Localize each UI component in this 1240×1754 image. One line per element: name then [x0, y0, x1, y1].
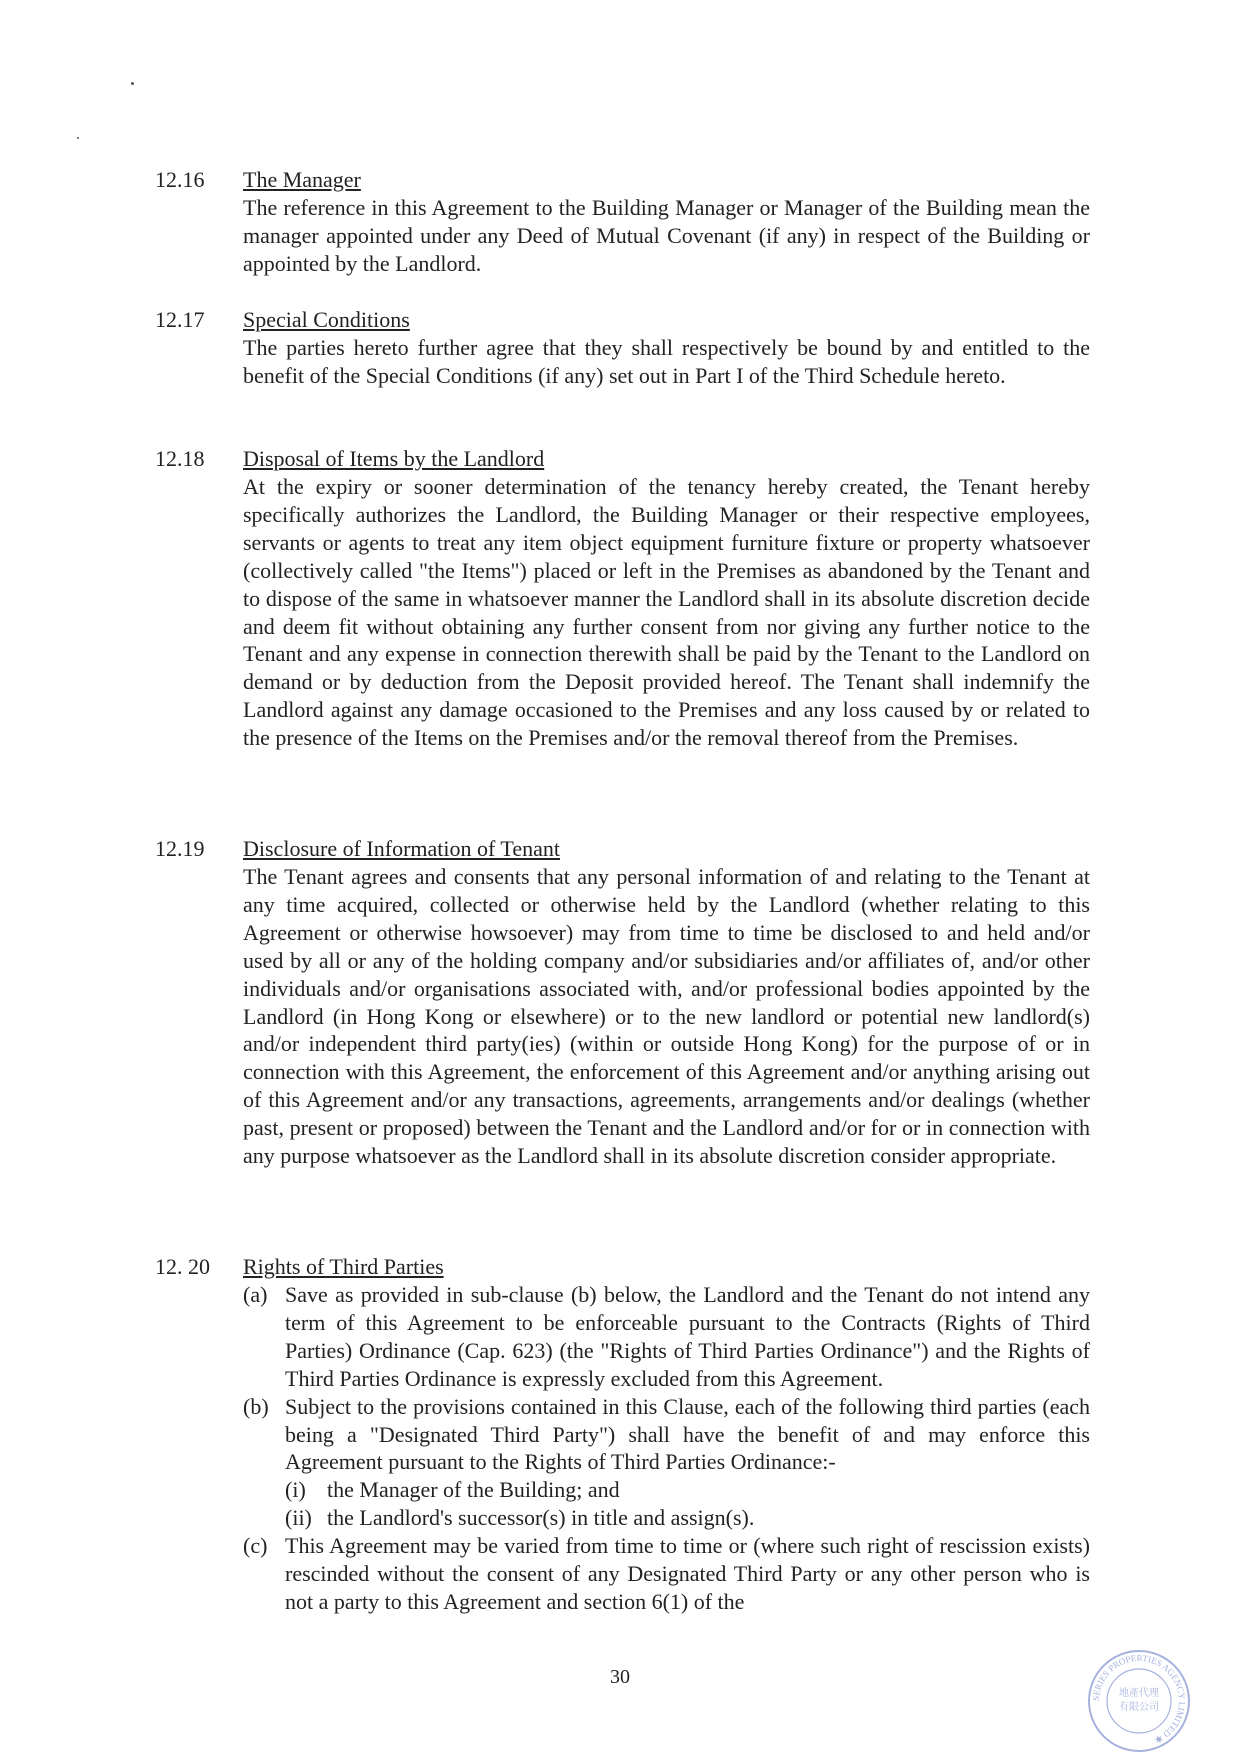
clause-body: The reference in this Agreement to the Building Manager or Manager of the Building mean the manager appointed under any Deed of Mutual Covenant (if any) in respect of the Building or appointed by the Landlord. [243, 195, 1090, 276]
clause-12-17 [155, 306, 1090, 390]
sub-clause-a [243, 1281, 1090, 1393]
page-number: 30 [610, 1666, 630, 1688]
sub-clause-b [243, 1393, 1090, 1533]
sub-item-marker: (i) [285, 1477, 306, 1503]
sub-clause-text: This Agreement may be varied from time to time or (where such right of rescission exists) rescinded without the consent of any Designated Third Party or any other person who is not a party to this Agreement and section 6(1) of the [285, 1533, 1090, 1614]
clause-number: 12. 20 [155, 1254, 210, 1279]
clause-body: At the expiry or sooner determination of the tenancy hereby created, the Tenant hereby specifically authorizes the Landlord, the Building Manager or their respective employees, servants or agents to treat any item object equipment furniture fixture or property whatsoever (collectively called "the Items") placed or left in the Premises as abandoned by the Tenant and to dispose of the same in whatsoever manner the Landlord shall in its absolute discretion decide and deem fit without obtaining any further consent from nor giving any further notice to the Tenant and any expense in connection therewith shall be paid by the Tenant to the Landlord on demand or by deduction from the Deposit provided hereof. The Tenant shall indemnify the Landlord against any damage occasioned to the Premises and any loss caused by or related to the presence of the Items on the Premises and/or the removal thereof from the Premises. [243, 474, 1090, 751]
scan-speck [77, 137, 79, 139]
company-seal-stamp [1086, 1648, 1192, 1754]
sub-clause-marker: (c) [243, 1533, 268, 1559]
sub-clause-text: Subject to the provisions contained in this Clause, each of the following third parties (each being a "Designated Third Party") shall have the benefit of and may enforce this Agreement pursuant to the Rights of Third Parties Ordinance:- [285, 1393, 1090, 1475]
clause-body: The Tenant agrees and consents that any personal information of and relating to the Tenant at any time acquired, collected or otherwise held by the Landlord (whether relating to this Agreement or otherwise howsoever) may from time to time be disclosed to and held and/or used by all or any of the holding company and/or subsidiaries and/or affiliates of, and/or other individuals and/or organisations associated with, and/or professional bodies appointed by the Landlord (in Hong Kong or elsewhere) or to the new landlord or potential new landlord(s) and/or independent third party(ies) (within or outside Hong Kong) for the purpose of or in connection with this Agreement, the enforcement of this Agreement and/or anything arising out of this Agreement and/or any transactions, agreements, arrangements and/or dealings (whether past, present or proposed) between the Tenant and the Landlord and/or for or in connection with any purpose whatsoever as the Landlord shall in its absolute discretion consider appropriate. [243, 864, 1090, 1169]
sub-clause-marker: (b) [243, 1393, 269, 1419]
clause-12-20 [155, 1253, 1090, 1616]
clause-number: 12.19 [155, 836, 205, 861]
sub-item-ii [285, 1504, 1090, 1532]
svg-text:地產代理: 地產代理 [1119, 1688, 1159, 1699]
clause-body: The parties hereto further agree that they shall respectively be bound by and entitled to the benefit of the Special Conditions (if any) set out in Part I of the Third Schedule hereto. [243, 335, 1090, 388]
clause-heading: Disclosure of Information of Tenant [243, 836, 560, 861]
scan-speck [131, 82, 134, 85]
clause-number: 12.17 [155, 307, 205, 332]
sub-item-text: the Landlord's successor(s) in title and assign(s). [327, 1505, 755, 1531]
sub-clause-marker: (a) [243, 1282, 268, 1307]
sub-clause-text: Save as provided in sub-clause (b) below, the Landlord and the Tenant do not intend any term of this Agreement to be enforceable pursuant to the Contracts (Rights of Third Parties) Ordinance (Cap. 623) (the "Rights of Third Parties Ordinance") and the Rights of Third Parties Ordinance is expressly excluded from this Agreement. [285, 1282, 1090, 1391]
svg-text:SERIES PROPERTIES AGENCY LIMIT: SERIES PROPERTIES AGENCY LIMITED ✱ [1090, 1652, 1188, 1746]
clause-number: 12.16 [155, 167, 205, 192]
clause-12-16 [155, 166, 1090, 278]
clause-12-19 [155, 835, 1090, 1170]
sub-clause-c [243, 1532, 1090, 1616]
clause-heading: Special Conditions [243, 307, 410, 332]
clause-heading: The Manager [243, 167, 361, 192]
sub-item-i [285, 1476, 1090, 1504]
sub-item-marker: (ii) [285, 1505, 312, 1531]
clause-heading: Disposal of Items by the Landlord [243, 446, 545, 471]
clause-12-18 [155, 445, 1090, 752]
sub-item-text: the Manager of the Building; and [327, 1477, 620, 1503]
clause-heading: Rights of Third Parties [243, 1254, 444, 1279]
clause-number: 12.18 [155, 446, 205, 471]
svg-text:有限公司: 有限公司 [1119, 1702, 1159, 1713]
